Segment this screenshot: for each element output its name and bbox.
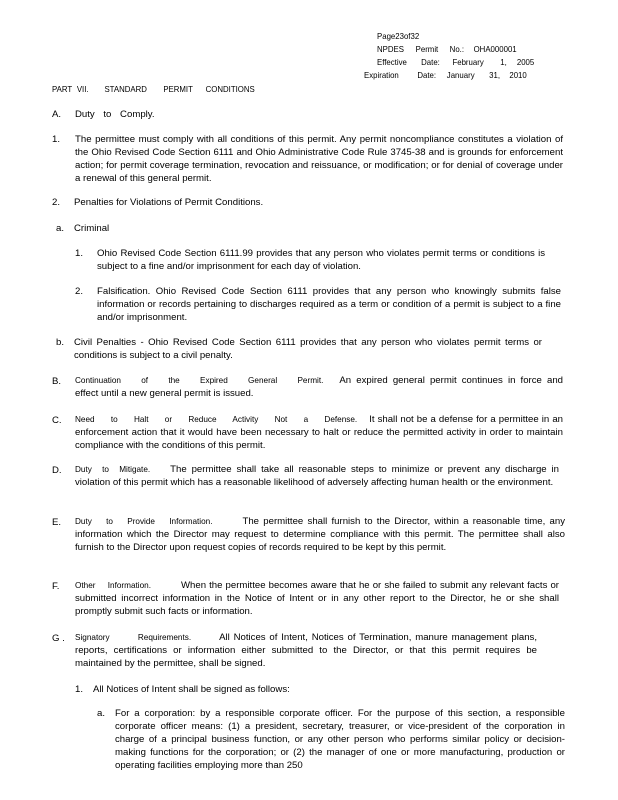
section-c-label: C. [52, 415, 62, 426]
section-a-title: Duty to Comply. [75, 109, 155, 120]
item-a-text: Criminal [74, 223, 110, 234]
section-c-text: It shall not be a defense for a permittee in an enforcement action that it would have been necessary to halt or reduce the permitted activity in order to maintain compliance with the conditions of this permit. [75, 414, 563, 451]
item-2-text: Penalties for Violations of Permit Conditions. [74, 197, 264, 208]
item-b-label: b. [56, 337, 65, 348]
section-f-title: Other Information. [75, 581, 151, 590]
section-f-text: When the permittee becomes aware that he or she failed to submit any relevant facts or submitted incorrect information in the Notice of Intent or in any other report to the Director, he or she shall promptly submit such facts or information. [75, 580, 559, 617]
item-g1-label: 1. [75, 684, 84, 695]
section-e-text: The permittee shall furnish to the Director, within a reasonable time, any information which the Director may request to determine compliance with this permit. The permittee shall also furnish to the Director upon request copies of records required to be kept by this permit. [75, 516, 565, 553]
section-e-title: Duty to Provide Information. [75, 517, 213, 526]
section-e-body [75, 515, 565, 554]
section-d-label: D. [52, 465, 62, 476]
section-e-label: E. [52, 517, 62, 528]
item-a2-text: Falsification. Ohio Revised Code Section 6111 provides that any person who knowingly submits false information or records pertaining to discharges required as a term or condition of a permit is subject to a fine and/or imprisonment. [97, 286, 561, 323]
section-b-body [75, 374, 563, 400]
section-d-text: The permittee shall take all reasonable steps to minimize or prevent any discharge in violation of this permit which has a reasonable likelihood of adversely affecting human health or the environment. [75, 464, 559, 488]
section-b-label: B. [52, 376, 62, 387]
section-g-label: G . [52, 633, 65, 644]
item-1-text: The permittee must comply with all conditions of this permit. Any permit noncompliance constitutes a violation of the Ohio Revised Code Section 6111 and Ohio Administrative Code Rule 3745-38 and is grounds for enforcement action; for permit coverage termination, revocation and reissuance, or modification; or for denial of coverage under a renewal of this general permit. [75, 134, 563, 184]
item-ga-text: For a corporation: by a responsible corporate officer. For the purpose of this section, a responsible corporate officer means: (1) a president, secretary, treasurer, or vice-president of the corporation in charge of a principal business function, or any other person who performs similar policy or decision-making functions for the corporation; or (2) the manager of one or more manufacturing, production or operating facilities employing more than 250 [115, 708, 565, 771]
section-d-body [75, 463, 559, 489]
header-effective-date: Effective Date: February 1, 2005 [377, 57, 535, 67]
header-expiration-date: Expiration Date: January 31, 2010 [364, 70, 527, 80]
item-g1-text: All Notices of Intent shall be signed as follows: [93, 684, 290, 695]
section-c-title: Need to Halt or Reduce Activity Not a Defense. [75, 415, 358, 424]
section-b-text: An expired general permit continues in force and effect until a new general permit is issued. [75, 375, 563, 399]
item-b-text: Civil Penalties - Ohio Revised Code Section 6111 provides that any person who violates permit terms or conditions is subject to a civil penalty. [74, 337, 542, 361]
item-a-label: a. [56, 223, 65, 234]
section-c-body [75, 413, 563, 452]
section-g-body [75, 631, 537, 670]
section-d-title: Duty to Mitigate. [75, 465, 151, 474]
header-permit-number: NPDES Permit No.: OHA000001 [377, 44, 517, 54]
item-a1-label: 1. [75, 248, 84, 259]
section-g-text: All Notices of Intent, Notices of Termination, manure management plans, reports, certifications or information either submitted to the Director, or that this permit requires be maintained by the permittee, shall be signed. [75, 632, 537, 669]
item-2-label: 2. [52, 197, 61, 208]
item-a1-text: Ohio Revised Code Section 6111.99 provides that any person who violates permit terms or conditions is subject to a fine and/or imprisonment for each day of violation. [97, 248, 545, 272]
item-1-label: 1. [52, 134, 61, 145]
header-page-number: Page23of32 [377, 31, 420, 41]
section-f-label: F. [52, 581, 60, 592]
item-a2-label: 2. [75, 286, 84, 297]
section-f-body [75, 579, 559, 618]
section-a-label: A. [52, 109, 62, 120]
part-title: PART VII. STANDARD PERMIT CONDITIONS [52, 84, 255, 94]
item-ga-label: a. [97, 708, 106, 719]
section-g-title: Signatory Requirements. [75, 633, 192, 642]
section-b-title: Continuation of the Expired General Permit. [75, 376, 324, 385]
